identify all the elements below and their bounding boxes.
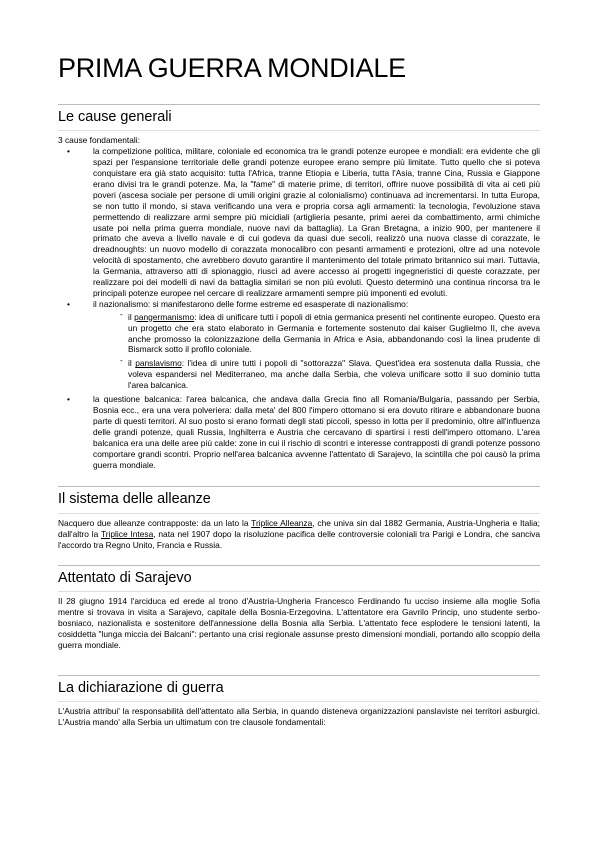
- section-heading: Il sistema delle alleanze: [58, 491, 211, 508]
- sublist-text: il: [128, 311, 135, 322]
- section-divider: [58, 486, 540, 487]
- list-item: • la questione balcanica: l'area balcanica, che andava dalla Grecia fino all Romania/Bulgaria, passando per Serbia, Bosnia ecc., era una vera polveriera: dalla meta' del 800 l'impero ottomano si era dovuto ritirare e abbandonare buona parte di questi territori. Al suo posto si erano formati degli stati piccoli, spesso in lotta per il predominio, oltre all'influenza delle grandi potenze, quali Russia, Inghilterra e Austria che cercavano di spartirsi i resti dell'impero ottomano. L'area balcanica era una delle aree più calde: zone in cui il rischio di scontri e interesse contrapposti di grandi potenze possono comportare grandi scontri. Proprio nell'area balcanica avvenne l'attentato di Sarajevo, la scintilla che poi causò la prima guerra mondiale.: [83, 394, 540, 470]
- link-triplice-alleanza[interactable]: Triplice Alleanza: [251, 518, 313, 528]
- paragraph-text: , nata nel 1907 dopo la risoluzione pacifica delle controversie coloniali tra Parigi e Londra, che sanciva l'accordo tra Regno Unito, Francia e Russia.: [58, 528, 541, 550]
- section-divider: [58, 104, 540, 105]
- document-title: PRIMA GUERRA MONDIALE: [58, 53, 406, 83]
- section-divider: [58, 513, 540, 514]
- section-cause-generali: [58, 104, 540, 471]
- cause-list: [58, 146, 540, 470]
- nationalism-sublist: [93, 312, 540, 391]
- section-intro: 3 cause fondamentali:: [58, 135, 140, 146]
- sublist-item: [120, 358, 540, 391]
- section-paragraph: L'Austria attribui' la responsabilità dell'attentato alla Serbia, in quando disteneva organizzazioni panslaviste nei territori asburgici. L'Austria mando' alla Serbia un ultimatum con tre clausole fondamentali:: [58, 706, 540, 728]
- paragraph-text: Nacquero due alleanze contrapposte: da un lato la: [58, 518, 252, 528]
- section-paragraph: [58, 518, 540, 551]
- sublist-text: : idea di unificare tutti i popoli di etnia germanica presenti nel continente europeo. Questo era un progetto che era stato elaborato in Germania e fortemente sostenuto dai kaiser Guglielmo II, che aveva anche promosso la colonizzazione della Germania in Africa e Asia, abbandonando così la linea prudente di Bismarck sotto il profilo coloniale.: [128, 311, 540, 355]
- sublist-text: : l'idea di unire tutti i popoli di "sottorazza" Slava. Quest'idea era sostenuta dalla Russia, che voleva espandersi nel Mediterraneo, ma anche dalla Serbia, che voleva unificare sotto il suo dominio tutta l'area balcanica.: [128, 358, 540, 391]
- list-item: • la competizione politica, militare, coloniale ed economica tra le grandi potenze europee e mondiali: era evidente che gli spazi per l'espansione territoriale delle grandi potenze europee erano sempre più limitate. Tutto quello che si poteva conquistare era già stato acquisito: tutta l'Africa, tranne Etiopia e Liberia, tutta l'Asia, tranne Cina, Russia e Giappone erano divisi tra le grandi potenze. Ma, la "fame" di materie prime, di territori, offrire nuove possibilità di vita ai ceti più poveri (ascesa sociale per persone di umili origini grazie al colonialismo) continuava ad incrementarsi. In tutta Europa, se non tutto il mondo, si stava verificando una vera e propria corsa agli armamenti: la tecnologia, l'evoluzione stava permettendo di realizzare armi sempre più micidiali (artiglieria pesante, primi aerei da combattimento, armi chimiche usate poi nella prima guerra mondiale, nuove navi da battaglia). La Gran Bretagna, a inizio 900, per mantenere il primato che aveva a livello navale e di cui godeva da quasi due secoli, realizzò una nuova classe di corazzate, le dreadnoughts: un nuovo modello di corazzata monocalibro con pesanti armamenti e protezioni, oltre ad una notevole velocità di spostamento, che avrebbero dovuto garantire il mantenimento del totale primato britannico sui mari. Tuttavia, la Germania, attraverso atti di spionaggio, riuscì ad avere accesso ai progetti ingegneristici di queste corazzate, per realizzare poi dei modelli di navi da battaglia similari se non più evoluti. Questo determinò una continua rincorsa tra le principali potenze europee nel cercare di realizzare armamenti sempre più imponenti ed evoluti.: [83, 146, 540, 299]
- section-sarajevo: [58, 565, 540, 651]
- document-page: [58, 54, 540, 728]
- link-triplice-intesa[interactable]: Triplice Intesa: [100, 528, 154, 539]
- section-alleanze: [58, 486, 540, 550]
- section-divider: [58, 675, 540, 676]
- list-item: [83, 299, 540, 391]
- section-divider: [58, 701, 540, 702]
- section-divider: [58, 591, 540, 592]
- paragraph-text: , che univa sin dal 1882 Germania, Austria-Ungheria e Italia; dall'altro la: [58, 518, 540, 539]
- section-heading: Le cause generali: [58, 108, 172, 125]
- section-heading: La dichiarazione di guerra: [58, 679, 224, 696]
- term-panslavismo: panslavismo: [135, 358, 182, 369]
- section-divider: [58, 130, 540, 131]
- section-heading: Attentato di Sarajevo: [58, 569, 192, 586]
- term-pangermanismo: pangermanismo: [134, 311, 195, 322]
- sublist-item: [120, 312, 540, 356]
- section-dichiarazione: [58, 675, 540, 728]
- section-paragraph: Il 28 giugno 1914 l'arciduca ed erede al trono d'Austria-Ungheria Francesco Ferdinando fu ucciso insieme alla moglie Sofia mentre si trovava in visita a Sarajevo, capitale della Bosnia-Erzegovina. L'attentatore era Gavrilo Princip, uno studente serbo-bosniaco, nazionalista e sostenitore dell'annessione della Bosnia alla Serbia. L'attentato fece esplodere le tensioni latenti, la cosiddetta "lunga miccia dei Balcani": pertanto una crisi regionale assunse presto dimensioni mondiali, portando allo scoppio della guerra mondiale.: [58, 596, 540, 650]
- section-divider: [58, 565, 540, 566]
- list-item-text: il nazionalismo: si manifestarono delle forme estreme ed esasperate di nazionalismo:: [93, 298, 409, 309]
- sublist-text: il: [128, 358, 136, 369]
